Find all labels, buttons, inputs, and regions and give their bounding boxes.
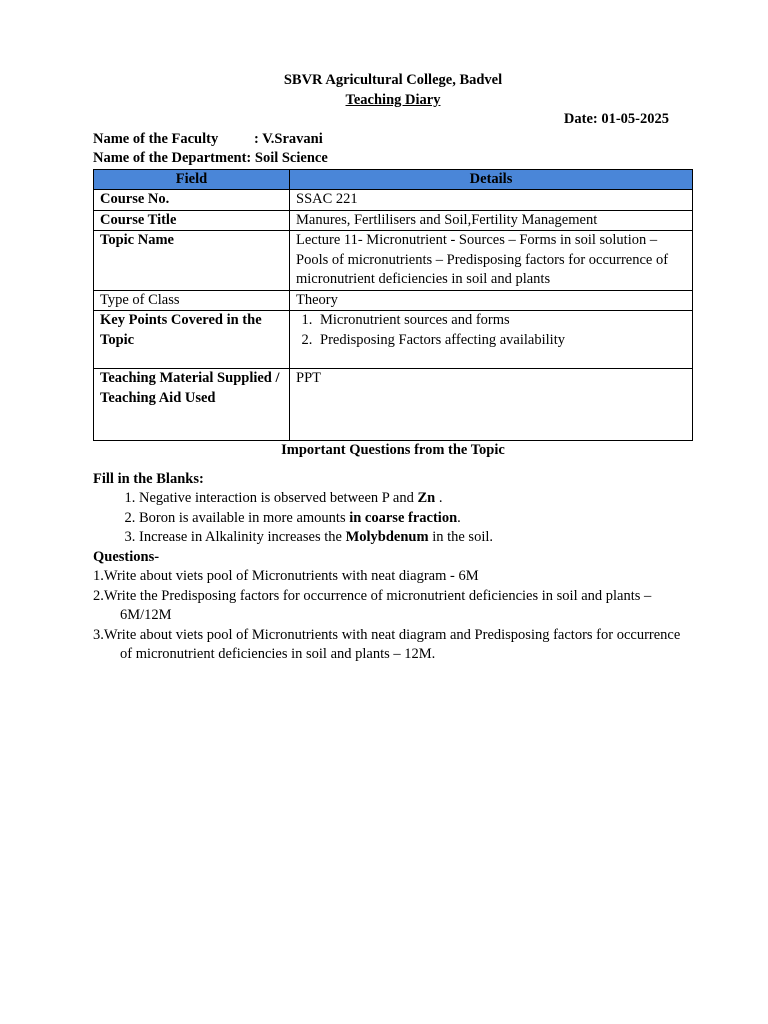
field-cell: Type of Class bbox=[94, 290, 290, 311]
blank-text: . bbox=[435, 490, 443, 506]
question-item: 1.Write about viets pool of Micronutrients with neat diagram - 6M bbox=[93, 568, 479, 584]
table-row bbox=[94, 210, 693, 231]
date: Date: 01-05-2025 bbox=[563, 111, 669, 127]
document-title: Teaching Diary bbox=[345, 91, 441, 108]
field-cell: Course Title bbox=[94, 210, 290, 231]
department-line bbox=[93, 149, 693, 169]
fill-blanks-heading: Fill in the Blanks: bbox=[93, 470, 204, 487]
field-cell: Teaching Material Supplied / Teaching Aid Used bbox=[94, 369, 290, 441]
column-header-details: Details bbox=[290, 169, 693, 190]
teaching-diary-page bbox=[93, 71, 693, 665]
table-row bbox=[94, 290, 693, 311]
faculty-line bbox=[93, 130, 693, 150]
field-cell: Course No. bbox=[94, 190, 290, 211]
details-cell: Lecture 11- Micronutrient - Sources – Forms in soil solution – Pools of micronutrients – Predisposing factors for occurrence of micronutrient deficiencies in soil and plants bbox=[290, 231, 693, 291]
college-name: SBVR Agricultural College, Badvel bbox=[283, 72, 503, 88]
table-row bbox=[94, 311, 693, 369]
key-points-list bbox=[296, 311, 686, 350]
question-item: 3.Write about viets pool of Micronutrients with neat diagram and Predisposing factors for occurrence of micronutrient deficiencies in soil and plants – 12M. bbox=[93, 626, 681, 662]
list-item: 2. Predisposing Factors affecting availability bbox=[316, 331, 686, 351]
department-value: Soil Science bbox=[254, 150, 328, 166]
faculty-value: : V.Sravani bbox=[254, 130, 323, 147]
blank-text: Boron is available in more amounts bbox=[139, 509, 350, 526]
blank-text: . bbox=[457, 509, 461, 526]
list-item bbox=[139, 489, 693, 509]
fill-blanks-list bbox=[93, 489, 693, 548]
details-cell: Theory bbox=[290, 290, 693, 311]
column-header-field: Field bbox=[94, 169, 290, 190]
question-item: 2.Write the Predisposing factors for occurrence of micronutrient deficiencies in soil and plants – 6M/12M bbox=[93, 587, 652, 623]
questions-heading: Questions- bbox=[93, 548, 160, 565]
list-item bbox=[139, 528, 693, 548]
blank-answer: Molybdenum bbox=[345, 529, 429, 545]
details-cell: SSAC 221 bbox=[290, 190, 693, 211]
course-details-table bbox=[93, 169, 693, 442]
details-cell bbox=[290, 311, 693, 369]
blank-answer: Zn bbox=[417, 490, 436, 506]
table-row bbox=[94, 231, 693, 291]
blank-text: Increase in Alkalinity increases the bbox=[139, 529, 346, 545]
table-header-row bbox=[94, 169, 693, 190]
blank-answer: in coarse fraction bbox=[349, 509, 458, 526]
table-row bbox=[94, 369, 693, 441]
table-row bbox=[94, 190, 693, 211]
list-item bbox=[139, 509, 693, 529]
details-cell: PPT bbox=[290, 369, 693, 441]
blank-text: in the soil. bbox=[428, 529, 494, 545]
field-cell: Key Points Covered in the Topic bbox=[94, 311, 290, 369]
department-label: Name of the Department: bbox=[93, 150, 252, 166]
blank-text: Negative interaction is observed between P and bbox=[139, 490, 418, 506]
list-item: 1. Micronutrient sources and forms bbox=[316, 311, 686, 331]
details-cell: Manures, Fertlilisers and Soil,Fertility Management bbox=[290, 210, 693, 231]
faculty-label: Name of the Faculty bbox=[93, 130, 219, 147]
important-questions-heading: Important Questions from the Topic bbox=[281, 442, 505, 458]
field-cell: Topic Name bbox=[94, 231, 290, 291]
